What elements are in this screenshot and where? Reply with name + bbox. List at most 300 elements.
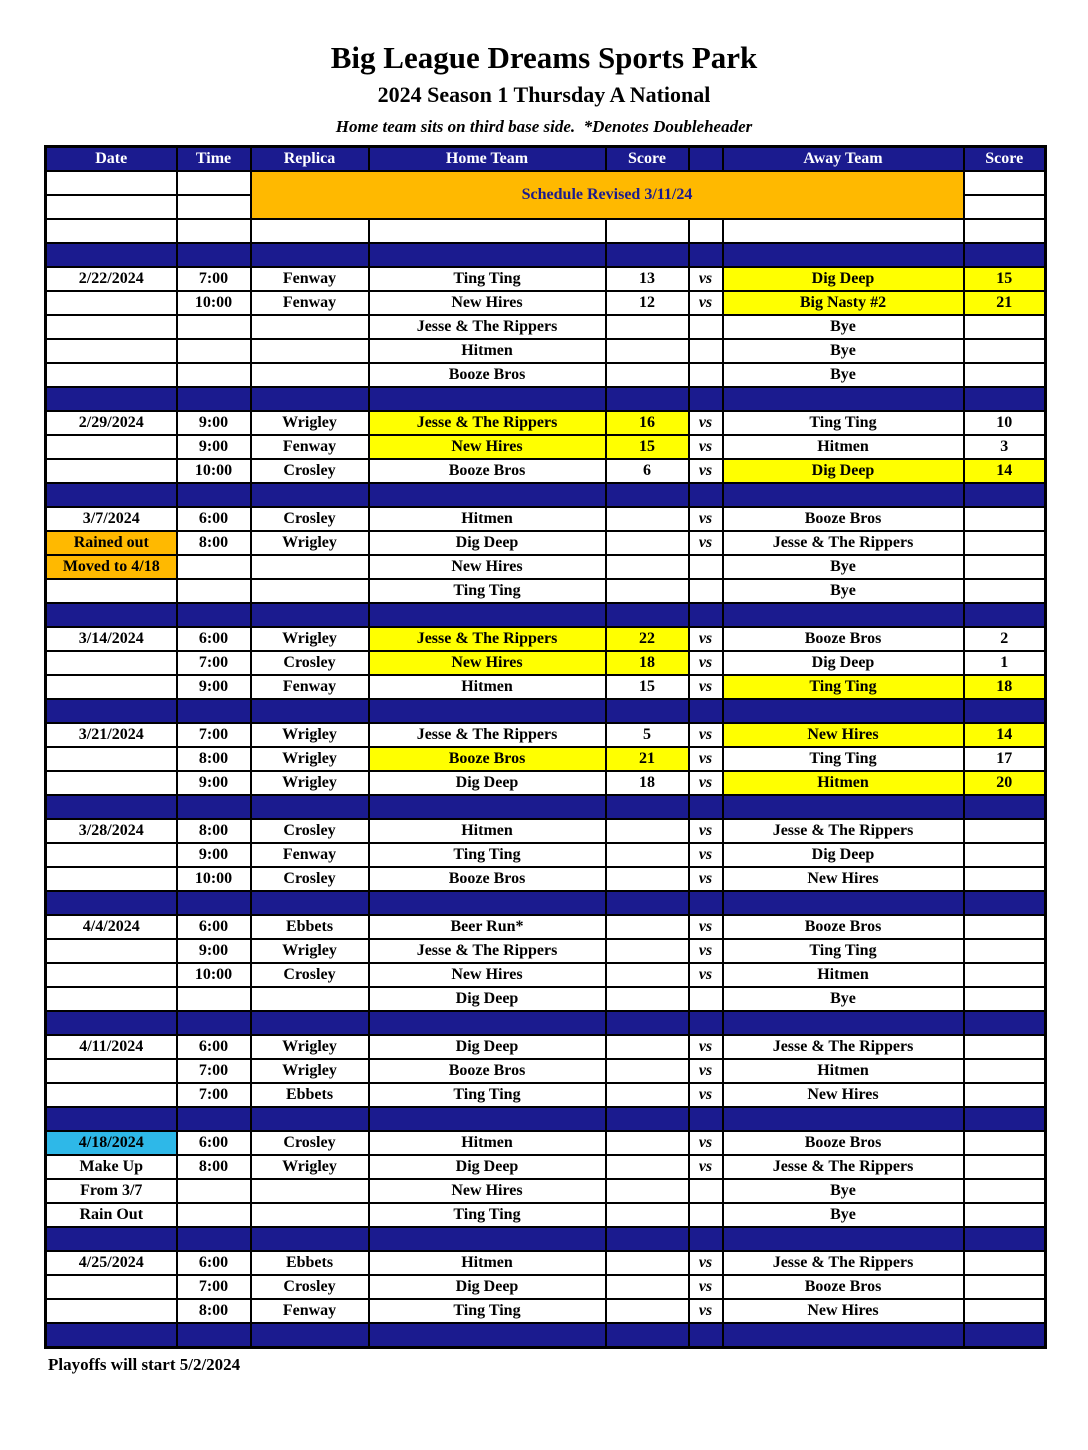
away-team-cell: Hitmen [723,771,964,795]
away-score-cell [964,579,1046,603]
away-score-cell [964,1275,1046,1299]
game-row [46,531,1046,555]
home-score-cell [606,1299,689,1323]
away-team-cell: Booze Bros [723,507,964,531]
spacer-row [46,891,1046,915]
time-cell [177,891,251,915]
time-cell: 7:00 [177,1059,251,1083]
date-cell [46,867,177,891]
date-cell [46,651,177,675]
date-cell [46,699,177,723]
time-cell: 7:00 [177,1275,251,1299]
vs-cell [689,219,723,243]
spacer-row [46,699,1046,723]
replica-cell [251,363,369,387]
away-score-cell [964,363,1046,387]
home-score-cell [606,939,689,963]
away-team-cell: Ting Ting [723,939,964,963]
date-cell [46,1299,177,1323]
home-score-cell [606,531,689,555]
time-cell [177,315,251,339]
time-cell [177,1107,251,1131]
away-score-cell [964,1179,1046,1203]
away-score-cell [964,315,1046,339]
vs-label: vs [689,963,723,987]
date-cell: Rained out [46,531,177,555]
vs-label: vs [689,1083,723,1107]
away-team-cell: Bye [723,579,964,603]
away-team-cell: Jesse & The Rippers [723,819,964,843]
home-score-cell: 13 [606,267,689,291]
away-score-cell [964,195,1046,219]
time-cell: 9:00 [177,771,251,795]
vs-label [689,1203,723,1227]
footer-note: Playoffs will start 5/2/2024 [48,1354,241,1374]
replica-cell: Fenway [251,291,369,315]
home-team-cell: Ting Ting [369,579,606,603]
vs-label: vs [689,435,723,459]
away-team-cell: Dig Deep [723,267,964,291]
date-cell [46,1107,177,1131]
home-team-cell: Hitmen [369,675,606,699]
home-team-cell: Jesse & The Rippers [369,627,606,651]
vs-label: vs [689,771,723,795]
home-team-cell [369,795,606,819]
home-score-cell: 21 [606,747,689,771]
date-cell [46,315,177,339]
vs-label: vs [689,819,723,843]
game-row [46,843,1046,867]
game-row [46,747,1046,771]
vs-label [689,315,723,339]
date-cell [46,195,177,219]
vs-label: vs [689,291,723,315]
game-row [46,939,1046,963]
time-cell: 9:00 [177,411,251,435]
home-team-cell [369,219,606,243]
home-score-cell [606,1035,689,1059]
home-team-cell: Booze Bros [369,459,606,483]
vs-cell [689,1227,723,1251]
time-cell: 6:00 [177,1131,251,1155]
away-team-cell: Booze Bros [723,915,964,939]
vs-label: vs [689,867,723,891]
replica-cell: Crosley [251,1131,369,1155]
vs-label: vs [689,1299,723,1323]
replica-cell: Wrigley [251,1059,369,1083]
time-cell [177,603,251,627]
column-header: Away Team [723,146,964,171]
home-team-cell [369,603,606,627]
game-row [46,579,1046,603]
away-team-cell [723,795,964,819]
away-score-cell [964,1227,1046,1251]
replica-cell [251,243,369,267]
home-team-cell [369,891,606,915]
home-score-cell: 12 [606,291,689,315]
vs-cell [689,243,723,267]
time-cell: 9:00 [177,435,251,459]
home-score-cell [606,915,689,939]
time-cell [177,483,251,507]
away-score-cell: 2 [964,627,1046,651]
away-score-cell [964,1107,1046,1131]
home-team-cell: Booze Bros [369,1059,606,1083]
date-cell [46,483,177,507]
replica-cell: Fenway [251,435,369,459]
time-cell: 10:00 [177,459,251,483]
home-team-cell [369,1227,606,1251]
date-cell [46,579,177,603]
date-cell [46,243,177,267]
home-team-cell [369,243,606,267]
home-score-cell [606,1011,689,1035]
away-team-cell: Dig Deep [723,843,964,867]
time-cell: 6:00 [177,1251,251,1275]
time-cell: 10:00 [177,867,251,891]
home-score-cell [606,579,689,603]
away-score-cell: 18 [964,675,1046,699]
home-score-cell [606,819,689,843]
date-cell [46,1059,177,1083]
game-row [46,411,1046,435]
time-cell [177,339,251,363]
date-cell: 4/25/2024 [46,1251,177,1275]
game-row [46,1299,1046,1323]
away-score-cell [964,1011,1046,1035]
date-cell [46,603,177,627]
home-team-cell: Ting Ting [369,843,606,867]
away-team-cell [723,1107,964,1131]
date-cell [46,363,177,387]
away-score-cell [964,843,1046,867]
replica-cell [251,483,369,507]
time-cell: 7:00 [177,651,251,675]
time-cell: 7:00 [177,723,251,747]
home-score-cell: 18 [606,651,689,675]
date-cell: 4/18/2024 [46,1131,177,1155]
game-row [46,915,1046,939]
away-score-cell [964,1299,1046,1323]
replica-cell [251,1179,369,1203]
time-cell [177,987,251,1011]
time-cell [177,1227,251,1251]
home-team-cell: Beer Run* [369,915,606,939]
vs-label: vs [689,915,723,939]
replica-cell: Wrigley [251,1035,369,1059]
home-team-cell [369,387,606,411]
game-row [46,1083,1046,1107]
date-cell [46,795,177,819]
replica-cell [251,1011,369,1035]
column-header: Date [46,146,177,171]
replica-cell [251,891,369,915]
time-cell: 7:00 [177,1083,251,1107]
home-score-cell [606,795,689,819]
replica-cell [251,339,369,363]
replica-cell [251,1107,369,1131]
date-cell: 3/28/2024 [46,819,177,843]
vs-label: vs [689,1131,723,1155]
home-team-cell: Hitmen [369,819,606,843]
vs-label: vs [689,939,723,963]
game-row [46,267,1046,291]
date-cell: 3/21/2024 [46,723,177,747]
date-cell [46,939,177,963]
time-cell [177,195,251,219]
home-score-cell: 15 [606,675,689,699]
date-cell [46,747,177,771]
date-cell: 2/22/2024 [46,267,177,291]
time-cell [177,363,251,387]
home-team-cell: Dig Deep [369,1155,606,1179]
date-cell: Rain Out [46,1203,177,1227]
column-header [689,146,723,171]
home-score-cell: 15 [606,435,689,459]
away-score-cell [964,507,1046,531]
date-cell [46,843,177,867]
page-subtitle: 2024 Season 1 Thursday A National [377,81,711,107]
away-score-cell: 21 [964,291,1046,315]
away-team-cell [723,483,964,507]
away-team-cell [723,387,964,411]
away-team-cell: Ting Ting [723,747,964,771]
time-cell [177,243,251,267]
home-team-cell: New Hires [369,963,606,987]
home-team-cell: Dig Deep [369,771,606,795]
vs-cell [689,891,723,915]
away-score-cell [964,1035,1046,1059]
away-score-cell: 15 [964,267,1046,291]
replica-cell: Crosley [251,651,369,675]
away-score-cell: 17 [964,747,1046,771]
home-score-cell [606,1155,689,1179]
away-score-cell: 1 [964,651,1046,675]
date-cell [46,339,177,363]
replica-cell [251,699,369,723]
vs-label [689,1179,723,1203]
away-score-cell [964,963,1046,987]
away-team-cell [723,603,964,627]
time-cell: 8:00 [177,747,251,771]
time-cell [177,387,251,411]
spacer-row [46,795,1046,819]
replica-cell: Wrigley [251,939,369,963]
home-team-cell: New Hires [369,1179,606,1203]
replica-cell: Fenway [251,843,369,867]
time-cell: 6:00 [177,1035,251,1059]
away-score-cell [964,987,1046,1011]
time-cell [177,795,251,819]
away-score-cell: 20 [964,771,1046,795]
away-score-cell [964,531,1046,555]
time-cell [177,1179,251,1203]
home-score-cell [606,1227,689,1251]
away-score-cell [964,483,1046,507]
date-cell: 3/14/2024 [46,627,177,651]
date-cell: 2/29/2024 [46,411,177,435]
date-cell [46,1227,177,1251]
date-cell: 4/11/2024 [46,1035,177,1059]
away-team-cell [723,243,964,267]
column-header: Home Team [369,146,606,171]
replica-cell [251,987,369,1011]
home-score-cell [606,483,689,507]
away-score-cell [964,891,1046,915]
home-team-cell: Ting Ting [369,1299,606,1323]
home-score-cell [606,1131,689,1155]
date-cell: Moved to 4/18 [46,555,177,579]
away-score-cell [964,795,1046,819]
replica-cell: Ebbets [251,1083,369,1107]
time-cell: 8:00 [177,531,251,555]
away-team-cell: New Hires [723,1083,964,1107]
vs-label: vs [689,267,723,291]
home-score-cell: 5 [606,723,689,747]
away-score-cell [964,1083,1046,1107]
date-cell: 3/7/2024 [46,507,177,531]
date-cell [46,987,177,1011]
away-score-cell [964,819,1046,843]
home-score-cell [606,243,689,267]
away-team-cell: Hitmen [723,435,964,459]
home-score-cell [606,1107,689,1131]
away-team-cell: Bye [723,1179,964,1203]
date-cell [46,435,177,459]
game-row [46,1251,1046,1275]
home-team-cell [369,483,606,507]
away-score-cell [964,339,1046,363]
away-score-cell [964,1323,1046,1348]
away-team-cell [723,891,964,915]
home-team-cell: New Hires [369,291,606,315]
vs-label [689,555,723,579]
game-row [46,459,1046,483]
home-score-cell [606,387,689,411]
away-score-cell: 3 [964,435,1046,459]
column-header: Replica [251,146,369,171]
replica-cell: Wrigley [251,723,369,747]
home-team-cell: Dig Deep [369,531,606,555]
spacer-row [46,1011,1046,1035]
date-cell [46,1083,177,1107]
replica-cell: Crosley [251,867,369,891]
replica-cell [251,555,369,579]
away-team-cell: Ting Ting [723,411,964,435]
vs-cell [689,699,723,723]
replica-cell: Wrigley [251,747,369,771]
home-score-cell [606,1059,689,1083]
replica-cell: Crosley [251,507,369,531]
away-team-cell: New Hires [723,1299,964,1323]
home-team-cell: Jesse & The Rippers [369,315,606,339]
vs-label: vs [689,747,723,771]
home-score-cell [606,339,689,363]
replica-cell: Crosley [251,459,369,483]
header-row [46,146,1046,171]
time-cell [177,555,251,579]
date-cell [46,291,177,315]
away-team-cell: Booze Bros [723,627,964,651]
spacer-row [46,1107,1046,1131]
away-team-cell: New Hires [723,723,964,747]
home-team-cell: Ting Ting [369,267,606,291]
home-team-cell: New Hires [369,555,606,579]
vs-cell [689,1323,723,1348]
game-row [46,627,1046,651]
replica-cell: Wrigley [251,627,369,651]
away-team-cell: Hitmen [723,1059,964,1083]
time-cell: 6:00 [177,507,251,531]
date-cell: 4/4/2024 [46,915,177,939]
game-row [46,363,1046,387]
game-row [46,1035,1046,1059]
home-team-cell: Dig Deep [369,987,606,1011]
away-team-cell: Jesse & The Rippers [723,1155,964,1179]
game-row [46,1179,1046,1203]
away-team-cell: Bye [723,315,964,339]
away-team-cell [723,699,964,723]
date-cell [46,675,177,699]
spacer-row [46,483,1046,507]
vs-label: vs [689,411,723,435]
away-team-cell: Booze Bros [723,1131,964,1155]
replica-cell [251,1323,369,1348]
replica-cell [251,579,369,603]
vs-label: vs [689,1275,723,1299]
vs-label: vs [689,723,723,747]
date-cell [46,771,177,795]
away-score-cell [964,699,1046,723]
vs-cell [689,483,723,507]
vs-label: vs [689,507,723,531]
time-cell [177,219,251,243]
vs-label: vs [689,1251,723,1275]
replica-cell [251,219,369,243]
vs-label: vs [689,675,723,699]
home-score-cell: 16 [606,411,689,435]
game-row [46,1275,1046,1299]
away-team-cell: Bye [723,363,964,387]
away-score-cell [964,915,1046,939]
time-cell: 8:00 [177,819,251,843]
away-team-cell: Bye [723,339,964,363]
home-team-cell: Dig Deep [369,1275,606,1299]
home-team-cell [369,1011,606,1035]
away-team-cell: Jesse & The Rippers [723,1035,964,1059]
home-score-cell [606,1083,689,1107]
vs-label: vs [689,1155,723,1179]
revision_top-row [46,171,1046,195]
away-team-cell [723,1323,964,1348]
time-cell: 8:00 [177,1299,251,1323]
game-row [46,291,1046,315]
game-row [46,963,1046,987]
home-team-cell: Hitmen [369,1131,606,1155]
home-team-cell: Hitmen [369,1251,606,1275]
spacer-row [46,1227,1046,1251]
away-team-cell: New Hires [723,867,964,891]
time-cell: 8:00 [177,1155,251,1179]
time-cell: 6:00 [177,915,251,939]
column-header: Time [177,146,251,171]
spacer-row [46,243,1046,267]
replica-cell: Crosley [251,963,369,987]
home-score-cell [606,363,689,387]
home-score-cell: 6 [606,459,689,483]
vs-label: vs [689,627,723,651]
game-row [46,723,1046,747]
